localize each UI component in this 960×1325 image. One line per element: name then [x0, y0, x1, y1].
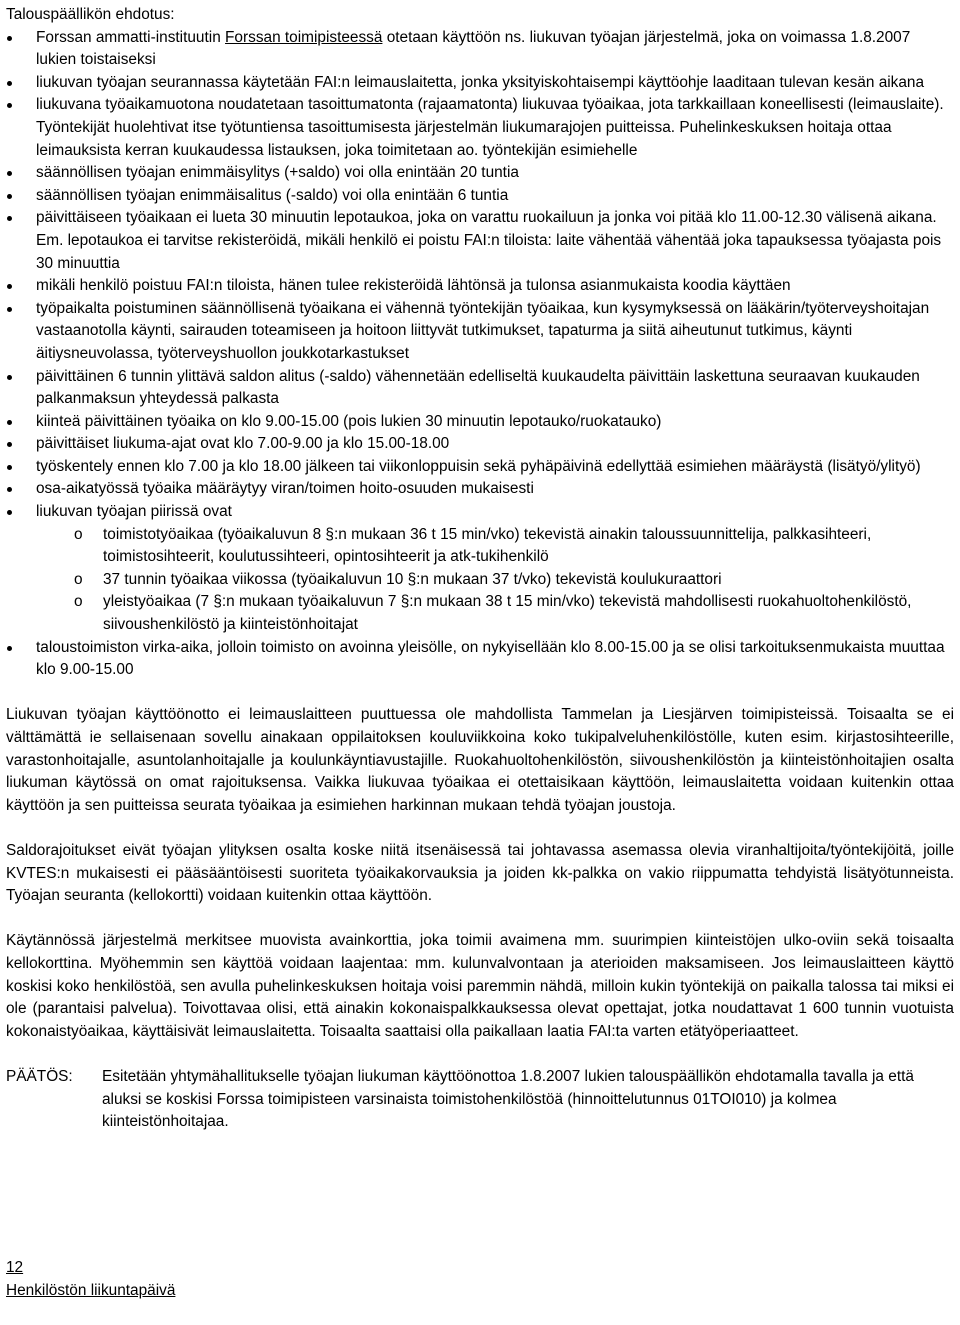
page-footer — [6, 1257, 175, 1302]
list-item: osa-aikatyössä työaika määräytyy viran/toimen hoito-osuuden mukaisesti — [6, 478, 954, 501]
decision-label: PÄÄTÖS: — [6, 1067, 73, 1085]
sub-list-item: o 37 tunnin työaikaa viikossa (työaikaluvun 10 §:n mukaan 37 t/vko) tekevistä koulukuraattori — [36, 569, 954, 592]
body-paragraph: Liukuvan työajan käyttöönotto ei leimauslaitteen puuttuessa ole mahdollista Tammelan ja Liesjärven toimipisteissä. Toisaalta se ei välttämättä ie sellaisenaan sovellu ainakaan oppilaitoksen kouluviikkoina koko tukipalveluhenkilöstölle, kuten esim. kirjastosihteerille, varastonhoitajalle, asuntolanhoitajalle ja koulunkäyntiavustajille. Ruokahuoltohenkilöstön, siivoushenkilöstön ja kiinteistönhoitajien osalta liukuman käytössä on omat rajoituksensa. Vaikka liukuvaa työaikaa ei otettaisikaan käyttöön, leimauslaitetta voidaan kuitenkin ottaa käyttöön ja sen puitteissa seurata työaikaa ja esimiehen harkinnan mukaan tehdä työajan joustoja. — [6, 706, 954, 814]
list-item: mikäli henkilö poistuu FAI:n tiloista, hänen tulee rekisteröidä lähtönsä ja tulonsa asianmukaista koodia käyttäen — [6, 275, 954, 298]
intro-text-after: otetaan käyttöön ns. liukuvan työajan järjestelmä, joka on voimassa 1.8.2007 lukien toistaiseksi — [36, 28, 911, 69]
location-link[interactable]: Forssan toimipisteessä — [225, 28, 383, 46]
list-item — [6, 27, 954, 72]
list-item: kiinteä päivittäinen työaika on klo 9.00-15.00 (pois lukien 30 minuutin lepotauko/ruokatauko) — [6, 411, 954, 434]
section-heading: Talouspäällikön ehdotus: — [6, 6, 175, 23]
list-item: säännöllisen työajan enimmäisylitys (+saldo) voi olla enintään 20 tuntia — [6, 162, 954, 185]
proposal-bullet-list — [6, 27, 954, 682]
list-item: työpaikalta poistuminen säännöllisenä työaikana ei vähennä työntekijän työaikaa, kun kysymyksessä on lääkärin/työterveyshoitajan vastaanotolla käynti, sairauden toteamiseen ja hoitoon liittyvät tutkimukset, tapaturma ja siitä aiheutunut tutkimus, käynti äitiysneuvolassa, työterveyshuollon joukkotarkastukset — [6, 298, 954, 366]
spacer — [6, 1043, 954, 1066]
spacer — [6, 682, 954, 705]
worktime-sub-list — [36, 524, 954, 637]
list-item: päivittäinen 6 tunnin ylittävä saldon alitus (-saldo) vähennetään edelliseltä kuukaudelta päivittäin laskettuna seuraavan kuukauden palkanmaksun yhteydessä palkasta — [6, 366, 954, 411]
decision-text: Esitetään yhtymähallitukselle työajan liukuman käyttöönottoa 1.8.2007 lukien talouspäällikön ehdotamalla tavalla ja että aluksi se koskisi Forssa toimipisteen varsinaista toimistohenkilöstöä (hinnoittelutunnus 01TOI010) ja kolmea kiinteistönhoitajaa. — [102, 1067, 914, 1131]
worktime-label: liukuvan työajan piirissä ovat — [36, 503, 232, 521]
list-item: liukuvana työaikamuotona noudatetaan tasoittumatonta (rajaamatonta) liukuvaa työaikaa, jota tarkkaillaan koneellisesti (leimauslaite). Työntekijät huolehtivat itse työtuntiensa tasoittumisesta järjestelmän liukumarajojen puitteissa. Puhelinkeskuksen hoitaja ottaa leimauksista kerran kuukaudessa listauksen, joka toimitetaan ao. työntekijän esimiehelle — [6, 94, 954, 162]
list-item — [6, 501, 954, 637]
sub-list-item: o toimistotyöaikaa (työaikaluvun 8 §:n mukaan 36 t 15 min/vko) tekevistä ainakin taloussuunnittelija, palkkasihteeri, toimistosihteerit, koulutussihteeri, opintosihteerit ja atk-tukihenkilö — [36, 524, 954, 569]
body-paragraph: Käytännössä järjestelmä merkitsee muovista avainkorttia, joka toimii avaimena mm. suurimpien kiinteistöjen ulko-oviin sekä toisaalta kellokorttina. Myöhemmin sen käyttöä voidaan laajentaa: mm. kulunvalvontaan ja aterioiden maksamiseen. Jos leimauslaitteen käyttö koskisi koko henkilöstöä, sen avulla puhelinkeskuksen hoitaja voisi paremmin nähdä, milloin kukin työntekijä on paikalla talossa tai miksi ei ole (parantaisi palvelua). Toivottavaa olisi, että ainakin kokonaispalkkauksessa olevat opettajat, jotka noudattavat 1 600 tunnin vuotuista kokonaistyöaikaa, käyttäisivät leimauslaitetta. Toisaalta saattaisi olla paikallaan laatia FAI:ta varten etätyöperiaatteet. — [6, 932, 954, 1040]
decision-block — [6, 1066, 954, 1134]
footer-title-link[interactable]: Henkilöstön liikuntapäivä — [6, 1281, 176, 1299]
intro-text-before: Forssan ammatti-instituutin — [36, 28, 226, 46]
body-paragraph: Saldorajoitukset eivät työajan ylityksen osalta koske niitä itsenäisessä tai johtavassa asemassa olevia viranhaltijoita/työntekijöitä, joille KVTES:n mukaisesti ei pääsääntöisesti suoriteta työaikakorvauksia ja joiden kk-palkka on vakio riippumatta tehdyistä lisätyötunneista. Työajan seuranta (kellokortti) voidaan kuitenkin ottaa käyttöön. — [6, 841, 954, 905]
list-item: päivittäiset liukuma-ajat ovat klo 7.00-9.00 ja klo 15.00-18.00 — [6, 433, 954, 456]
list-item: taloustoimiston virka-aika, jolloin toimisto on avoinna yleisölle, on nykyisellään klo 8.00-15.00 ja se olisi tarkoituksenmukaista muuttaa klo 9.00-15.00 — [6, 637, 954, 682]
spacer — [6, 817, 954, 840]
spacer — [6, 908, 954, 931]
page-number: 12 — [6, 1259, 24, 1276]
sub-list-item: o yleistyöaikaa (7 §:n mukaan työaikaluvun 7 §:n mukaan 38 t 15 min/vko) tekevistä mahdollisesti ruokahuoltohenkilöstö, siivoushenkilöstö ja kiinteistönhoitajat — [36, 591, 954, 636]
list-item: työskentely ennen klo 7.00 ja klo 18.00 jälkeen tai viikonloppuisin sekä pyhäpäivinä edellyttää esimiehen määräystä (lisätyö/ylityö) — [6, 456, 954, 479]
list-item: liukuvan työajan seurannassa käytetään FAI:n leimauslaitetta, jonka yksityiskohtaisempi käyttöohje laaditaan tulevan kesän aikana — [6, 72, 954, 95]
list-item: säännöllisen työajan enimmäisalitus (-saldo) voi olla enintään 6 tuntia — [6, 185, 954, 208]
list-item: päivittäiseen työaikaan ei lueta 30 minuutin lepotaukoa, joka on varattu ruokailuun ja jonka voi pitää klo 11.00-12.30 välisenä aikana. Em. lepotaukoa ei tarvitse rekisteröidä, mikäli henkilö ei poistu FAI:n tiloista: laite vähentää vähentää joka tapauksessa työajasta pois 30 minuuttia — [6, 207, 954, 275]
document-body — [6, 4, 954, 1134]
